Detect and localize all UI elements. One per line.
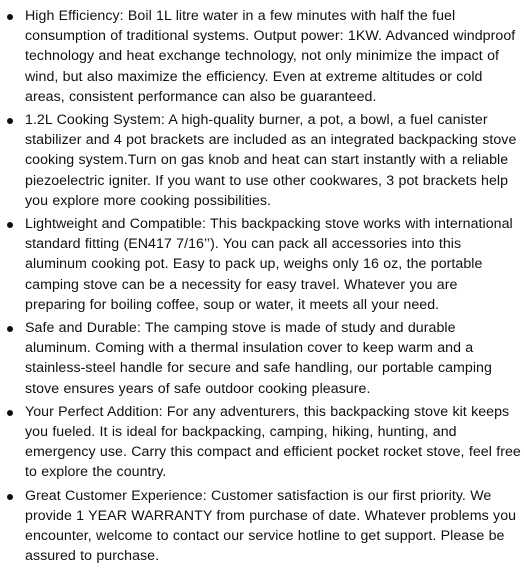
feature-bullet-perfect-addition	[0, 402, 524, 483]
feature-bullet-cooking-system	[0, 110, 524, 211]
feature-bullet-text: Your Perfect Addition: For any adventurers, this backpacking stove kit keeps you fueled. It is ideal for backpacking, camping, hiking, hunting, and emergency use. Carry this compact and efficient pocket rocket stove, feel free to explore the country.	[25, 403, 521, 481]
bullet-dot-icon	[7, 14, 13, 20]
feature-bullet-high-efficiency	[0, 6, 524, 107]
feature-bullet-text: Safe and Durable: The camping stove is made of study and durable aluminum. Coming with a thermal insulation cover to keep warm and a stainless-steel handle for secure and safe handling, our portable camping stove ensures years of safe outdoor cooking pleasure.	[25, 320, 492, 397]
bullet-dot-icon	[7, 118, 13, 124]
bullet-dot-icon	[7, 222, 13, 228]
feature-bullet-list	[0, 6, 524, 569]
feature-bullet-text: High Efficiency: Boil 1L litre water in a few minutes with half the fuel consumption of traditional systems. Output power: 1KW. Advanced windproof technology and heat exchange technology, not only minimize the impact of wind, but also maximize the efficiency. Even at extreme altitudes or cold areas, consistent performance can also be guaranteed.	[25, 8, 516, 105]
feature-bullet-text: Great Customer Experience: Customer satisfaction is our first priority. We provide 1 YEAR WARRANTY from purchase of date. Whatever problems you encounter, welcome to contact our service hotline to get support. Please be assured to purchase.	[25, 487, 517, 565]
feature-bullet-safe-durable	[0, 318, 524, 399]
feature-bullet-text: Lightweight and Compatible: This backpacking stove works with international standard fitting (EN417 7/16’’). You can pack all accessories into this aluminum cooking pot. Easy to pack up, weighs only 16 oz, the portable camping stove can be a necessity for easy travel. Whatever you are preparing for boiling coffee, soup or water, it meets all your need.	[25, 216, 513, 313]
feature-bullet-text: 1.2L Cooking System: A high-quality burner, a pot, a bowl, a fuel canister stabilizer and 4 pot brackets are included as an integrated backpacking stove cooking system.Turn on gas knob and heat can start instantly with a reliable piezoelectric igniter. If you want to use other cookwares, 3 pot brackets help you explore more cooking possibilities.	[25, 112, 517, 209]
bullet-dot-icon	[7, 494, 13, 500]
bullet-dot-icon	[7, 326, 13, 332]
feature-bullet-customer-experience	[0, 486, 524, 567]
feature-bullet-lightweight	[0, 214, 524, 315]
bullet-dot-icon	[7, 410, 13, 416]
